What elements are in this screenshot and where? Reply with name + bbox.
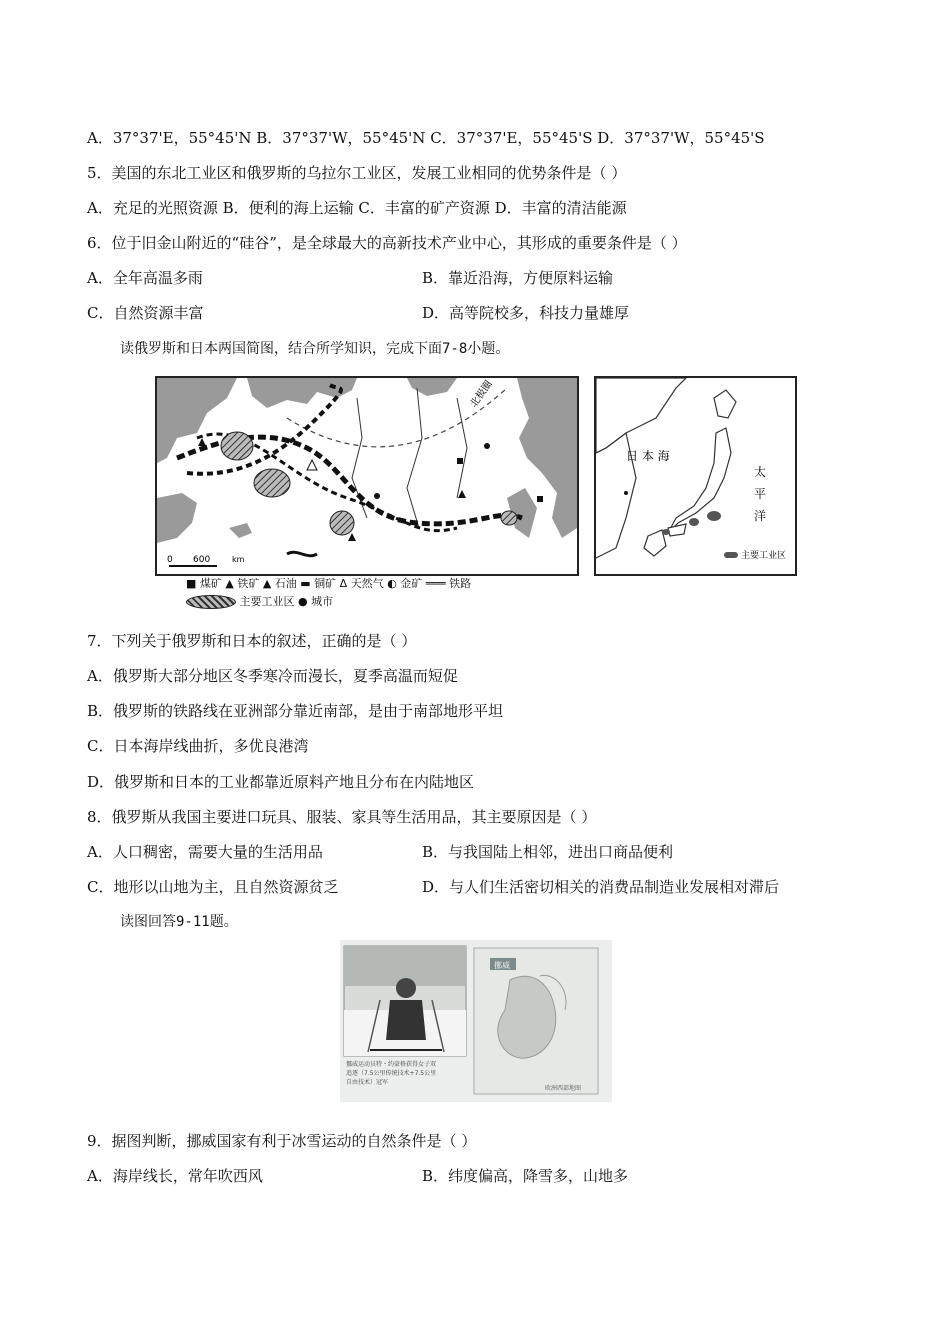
q8-stem: 8．俄罗斯从我国主要进口玩具、服装、家具等生活用品，其主要原因是（ ） (87, 808, 597, 826)
q7-option-d: D．俄罗斯和日本的工业都靠近原料产地且分布在内陆地区 (87, 773, 475, 791)
russia-legend-line1: ■ 煤矿 ▲ 铁矿 ▲ 石油 ▬ 铜矿 Δ 天然气 ◐ 金矿 ═══ 铁路 (186, 577, 472, 590)
city-symbol (374, 493, 380, 499)
photo-caption-1: 挪威运动员特・约豪格获得女子双 (346, 1061, 437, 1068)
q7-option-b: B．俄罗斯的铁路线在亚洲部分靠近南部，是由于南部地形平坦 (87, 702, 504, 720)
skier-head (396, 978, 416, 998)
pacific-label-2: 平 (754, 487, 767, 501)
q6-option-c: C．自然资源丰富 (87, 304, 204, 322)
iron-mine-symbol (198, 438, 206, 446)
norway-figure (340, 940, 612, 1102)
q7-option-c: C．日本海岸线曲折，多优良港湾 (87, 737, 309, 755)
intro-7-8: 读俄罗斯和日本两国简图，结合所学知识，完成下面7-8小题。 (120, 341, 510, 357)
q8-option-d: D．与人们生活密切相关的消费品制造业发展相对滞后 (422, 878, 780, 896)
scale-unit: km (232, 555, 245, 564)
shikoku-shape (668, 524, 686, 536)
q5-options: A．充足的光照资源 B．便利的海上运输 C．丰富的矿产资源 D．丰富的清洁能源 (87, 199, 627, 217)
q9-option-a: A．海岸线长，常年吹西风 (87, 1167, 263, 1185)
japan-legend-swatch (724, 552, 738, 558)
q6-option-b: B．靠近沿海，方便原料运输 (422, 269, 614, 287)
q8-option-c: C．地形以山地为主，且自然资源贫乏 (87, 878, 339, 896)
sea-of-japan-label: 日 本 海 (626, 449, 670, 463)
q7-stem: 7．下列关于俄罗斯和日本的叙述，正确的是（ ） (87, 632, 417, 650)
caspian-shape (287, 552, 317, 555)
coal-mine-symbol (537, 496, 543, 502)
photo-caption-2: 追逐（7.5公里传统技术+7.5公里 (346, 1070, 437, 1077)
industry-area-siberia (330, 511, 354, 535)
q5-stem: 5．美国的东北工业区和俄罗斯的乌拉尔工业区，发展工业相同的优势条件是（ ） (87, 164, 627, 182)
russia-map-drawing (157, 378, 577, 574)
industry-area-keihin (707, 511, 721, 521)
pacific-label-1: 太 (754, 465, 767, 479)
industry-legend-swatch (186, 595, 236, 609)
q9-stem: 9．据图判断，挪威国家有利于冰雪运动的自然条件是（ ） (87, 1132, 477, 1150)
oil-symbol (348, 533, 356, 541)
russia-legend-line2 (186, 593, 333, 609)
q6-option-d: D．高等院校多，科技力量雄厚 (422, 304, 630, 322)
q8-option-b: B．与我国陆上相邻，进出口商品便利 (422, 843, 674, 861)
q9-option-b: B．纬度偏高，降雪多，山地多 (422, 1167, 629, 1185)
kyushu-shape (644, 530, 666, 556)
japan-map (594, 376, 797, 576)
russia-map (155, 376, 579, 576)
japan-legend-industry: 主要工业区 (741, 551, 787, 561)
pacific-label-3: 洋 (754, 509, 767, 523)
industry-area-kitakyushu (662, 529, 670, 535)
oil-symbol (458, 490, 466, 498)
q6-option-a: A．全年高温多雨 (87, 269, 203, 287)
q4-options: A．37°37'E，55°45'N B．37°37'W，55°45'N C．37°37'E，55°45'S D．37°37'W，55°45'S (87, 129, 765, 147)
map-caption: 欧洲西部地图 (545, 1085, 582, 1092)
q8-option-a: A．人口稠密，需要大量的生活用品 (87, 843, 323, 861)
honshu-shape (668, 428, 731, 533)
scale-value: 600 (193, 555, 211, 565)
q7-option-a: A．俄罗斯大部分地区冬季寒冷而漫长，夏季高温而短促 (87, 667, 458, 685)
natural-gas-symbol (307, 460, 317, 470)
russia-legend-industry: 主要工业区 (239, 595, 295, 608)
gold-mine-symbol (484, 443, 490, 449)
industry-area-moscow (221, 432, 253, 460)
skier-body (386, 1000, 426, 1040)
industry-area-far-east (501, 511, 517, 525)
industry-area-hanshin (689, 518, 699, 526)
russia-legend-city: ● 城市 (298, 595, 334, 608)
industry-area-ural (254, 469, 290, 497)
q6-stem: 6．位于旧金山附近的“硅谷”，是全球最大的高新技术产业中心，其形成的重要条件是（ ） (87, 234, 687, 252)
coal-mine-symbol (457, 458, 463, 464)
japan-map-drawing (596, 378, 795, 574)
scale-zero: 0 (167, 555, 173, 565)
arctic-circle-label: 北极圈 (468, 378, 495, 410)
map-tag: 挪威 (494, 961, 510, 970)
intro-9-11: 读图回答9-11题。 (120, 914, 238, 930)
hokkaido-shape (714, 390, 736, 418)
norway-figure-drawing (340, 940, 612, 1102)
photo-caption-3: 自由技术）冠军 (346, 1079, 389, 1086)
